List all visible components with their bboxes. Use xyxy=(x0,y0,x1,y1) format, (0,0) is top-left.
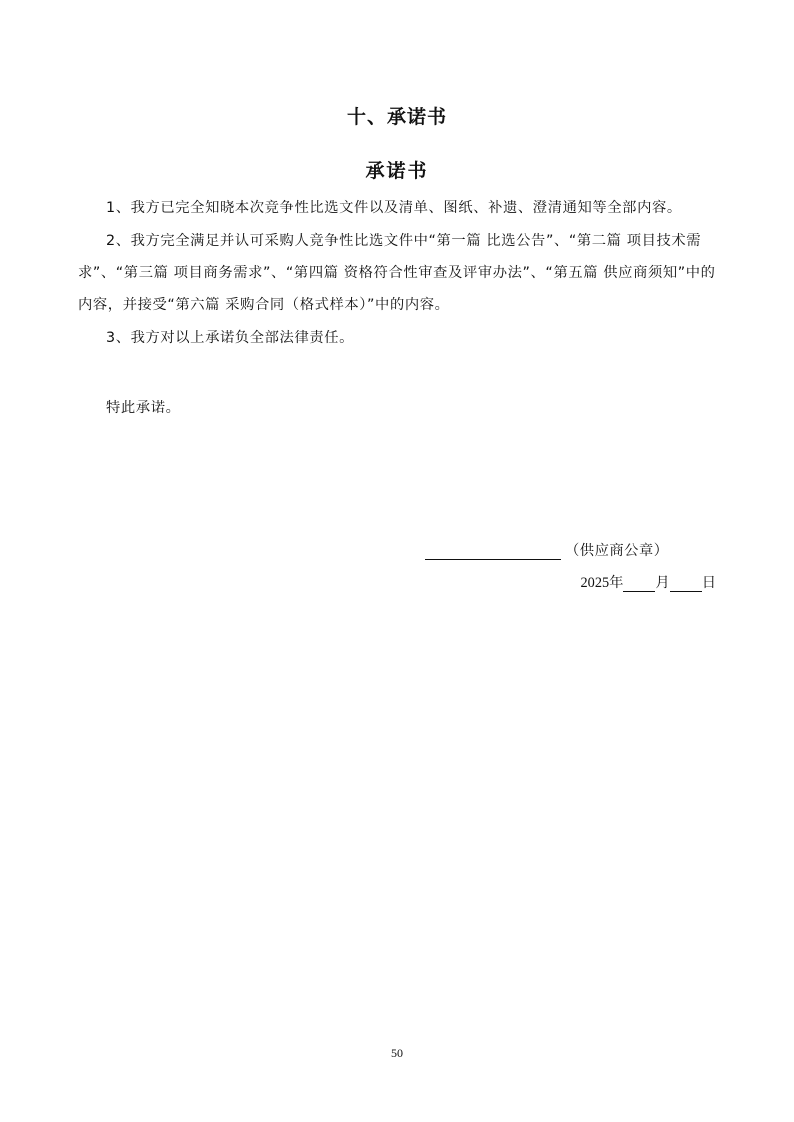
signature-line xyxy=(425,542,561,560)
date-row xyxy=(0,572,716,592)
commitment-paragraph-1: 1、我方已完全知晓本次竞争性比选文件以及清单、图纸、补遗、澄清通知等全部内容。 xyxy=(106,200,682,216)
commitment-paragraph-3: 3、我方对以上承诺负全部法律责任。 xyxy=(106,330,355,346)
day-blank xyxy=(670,576,702,592)
section-heading: 十、承诺书 xyxy=(346,106,447,128)
stamp-label: （供应商公章） xyxy=(565,543,669,559)
date-year: 2025年 xyxy=(580,575,624,591)
month-blank xyxy=(623,576,655,592)
date-month-label: 月 xyxy=(655,575,670,591)
signature-block xyxy=(425,540,725,560)
commitment-paragraph-2: 2、我方完全满足并认可采购人竞争性比选文件中“第一篇 比选公告”、“第二篇 项目技术需求”、“第三篇 项目商务需求”、“第四篇 资格符合性审查及评审办法”、“第五篇 供应商须知”中的内容，并接受“第六篇 采购合同（格式样本）”中的内容。 xyxy=(78,233,716,313)
closing-statement: 特此承诺。 xyxy=(106,400,181,416)
date-day-label: 日 xyxy=(701,575,716,591)
document-title: 承诺书 xyxy=(365,160,429,182)
page-number: 50 xyxy=(391,1046,403,1060)
